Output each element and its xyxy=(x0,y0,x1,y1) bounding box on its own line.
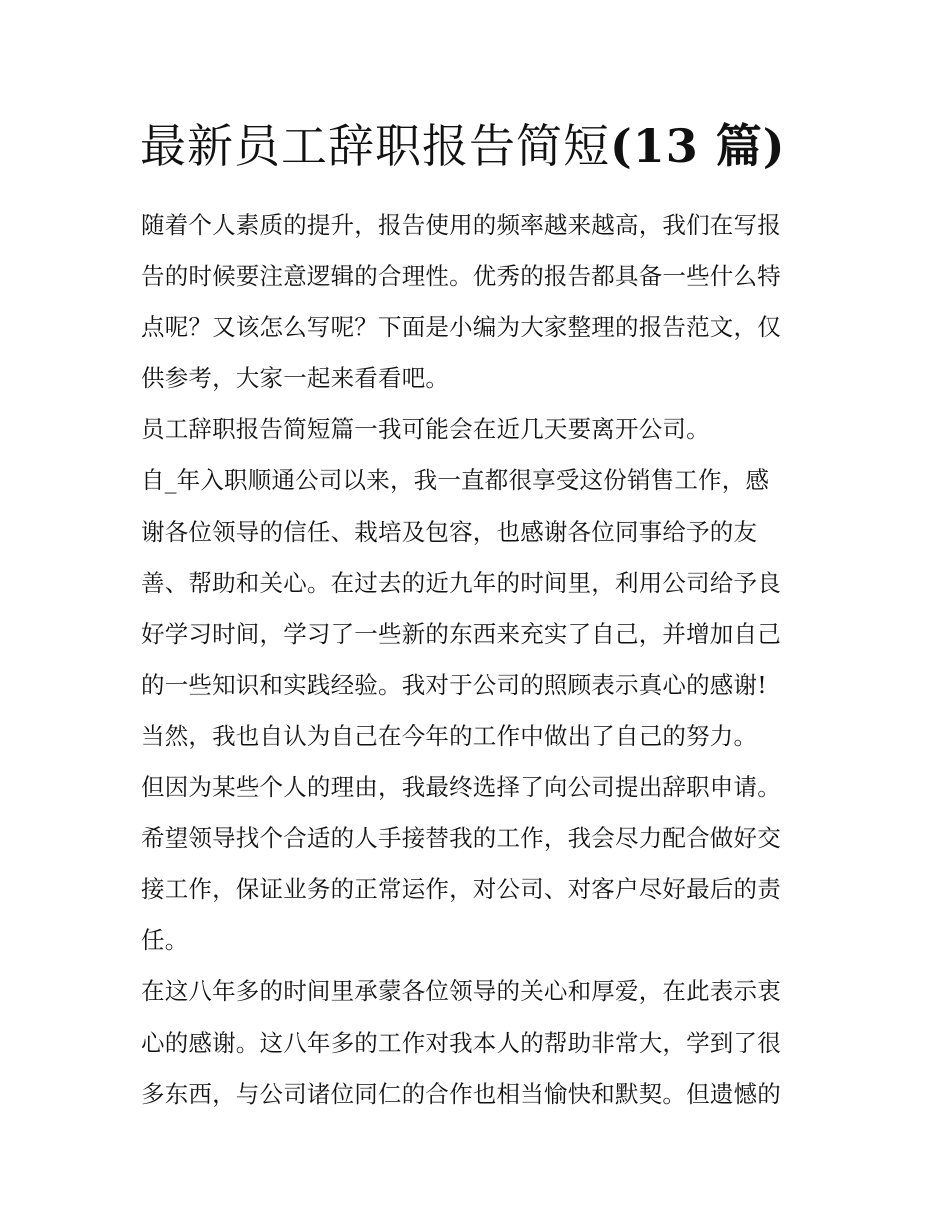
body-line: 自_年入职顺通公司以来，我一直都很享受这份销售工作，感 xyxy=(141,466,770,495)
body-line: 的一些知识和实践经验。我对于公司的照顾表示真心的感谢! xyxy=(141,670,767,699)
body-line: 当然，我也自认为自己在今年的工作中做出了自己的努力。 xyxy=(141,721,758,750)
body-line: 希望领导找个合适的人手接替我的工作，我会尽力配合做好交 xyxy=(141,824,781,853)
body-line: 善、帮助和关心。在过去的近九年的时间里，利用公司给予良 xyxy=(141,568,781,597)
document-title xyxy=(140,116,840,176)
body-line: 点呢？又该怎么写呢？下面是小编为大家整理的报告范文，仅 xyxy=(141,313,781,342)
body-line: 随着个人素质的提升，报告使用的频率越来越高，我们在写报 xyxy=(141,211,781,239)
body-line: 任。 xyxy=(141,926,189,955)
body-line: 多东西，与公司诸位同仁的合作也相当愉快和默契。但遗憾的 xyxy=(141,1079,781,1108)
title-suffix: (13 篇) xyxy=(610,119,786,173)
body-line: 谢各位领导的信任、栽培及包容，也感谢各位同事给予的友 xyxy=(141,517,758,546)
body-line: 心的感谢。这八年多的工作对我本人的帮助非常大，学到了很 xyxy=(141,1028,781,1057)
document-body xyxy=(141,200,811,1120)
body-line: 在这八年多的时间里承蒙各位领导的关心和厚爱，在此表示衷 xyxy=(141,977,781,1006)
body-line: 接工作，保证业务的正常运作，对公司、对客户尽好最后的责 xyxy=(141,875,781,904)
body-line: 告的时候要注意逻辑的合理性。优秀的报告都具备一些什么特 xyxy=(141,262,781,291)
title-main: 最新员工辞职报告简短 xyxy=(140,119,610,173)
body-line: 员工辞职报告简短篇一我可能会在近几天要离开公司。 xyxy=(141,415,710,444)
body-line: 供参考，大家一起来看看吧。 xyxy=(141,364,450,393)
body-line: 但因为某些个人的理由，我最终选择了向公司提出辞职申请。 xyxy=(141,773,781,802)
body-line: 好学习时间，学习了一些新的东西来充实了自己，并增加自己 xyxy=(141,619,781,648)
